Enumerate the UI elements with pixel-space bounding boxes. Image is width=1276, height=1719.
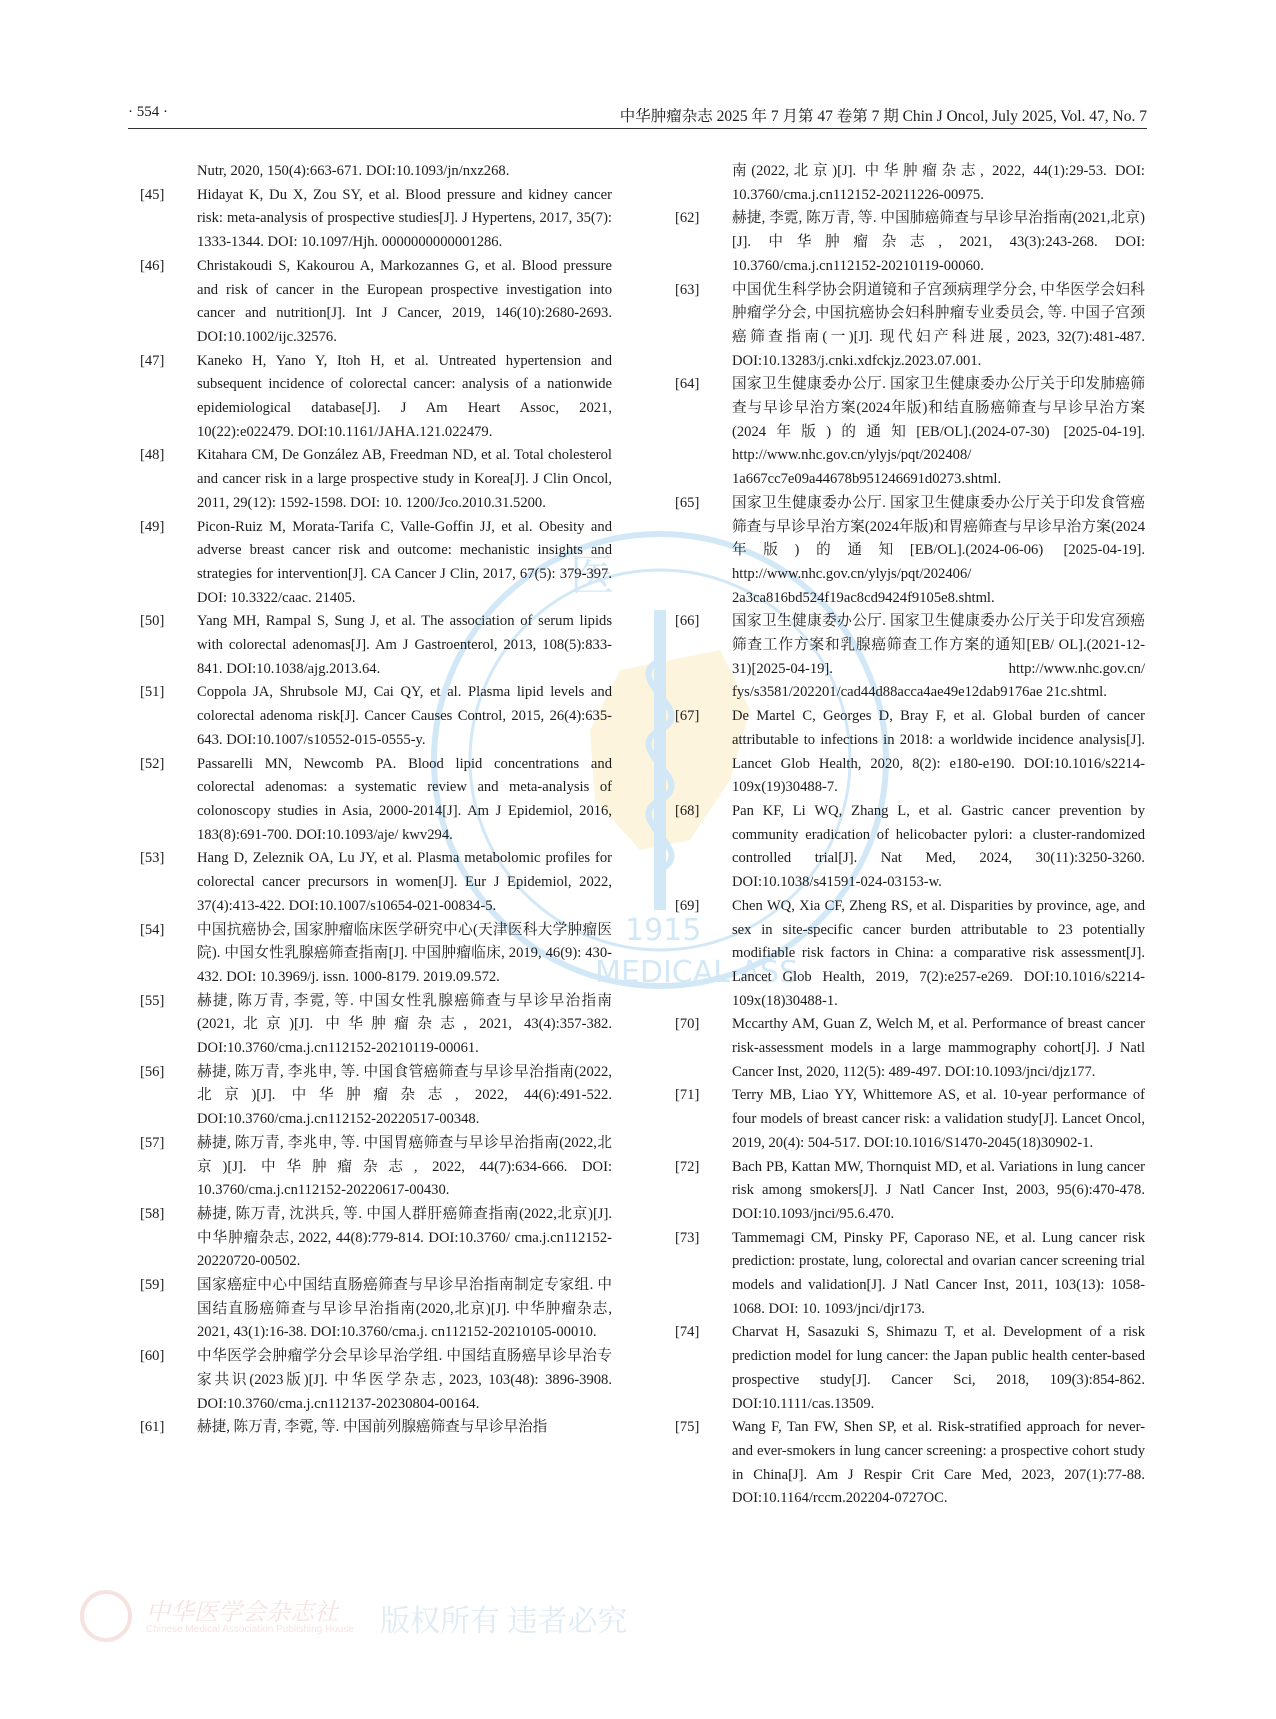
reference-entry	[140, 681, 612, 752]
reference-text: Passarelli MN, Newcomb PA. Blood lipid concentrations and colorectal adenomas: a systematic review and meta-analysis of colonoscopy studies in Asia, 2000-2014[J]. Am J Epidemiol, 2016, 183(8):691-700. DOI:10.1093/aje/ kwv294.	[197, 755, 612, 843]
publisher-emblem-icon	[80, 1590, 132, 1642]
reference-number: [71]	[675, 1087, 700, 1104]
reference-entry	[675, 1416, 1145, 1511]
reference-number: [74]	[675, 1324, 700, 1341]
reference-entry	[140, 1061, 612, 1132]
reference-text: Picon-Ruiz M, Morata-Tarifa C, Valle-Goffin JJ, et al. Obesity and adverse breast cancer risk and outcome: mechanistic insights and strategies for intervention[J]. CA Cancer J Clin, 2017, 67(5): 379-397. DOI: 10.3322/caac. 21405.	[197, 518, 612, 606]
reference-entry	[140, 610, 612, 681]
reference-text: 国家癌症中心中国结直肠癌筛查与早诊早治指南制定专家组. 中国结直肠癌筛查与早诊早治指南(2020,北京)[J]. 中华肿瘤杂志, 2021, 43(1):16-38. DOI:10.3760/cma.j. cn112152-20210105-00010.	[197, 1277, 612, 1341]
reference-number: [65]	[675, 494, 700, 511]
reference-entry	[675, 705, 1145, 800]
reference-text: Hidayat K, Du X, Zou SY, et al. Blood pressure and kidney cancer risk: meta-analysis of prospective studies[J]. J Hypertens, 2017, 35(7): 1333-1344. DOI: 10.1097/Hjh. 0000000000001286.	[197, 186, 612, 251]
references-left-column	[140, 160, 612, 1440]
reference-text: Wang F, Tan FW, Shen SP, et al. Risk-stratified approach for never- and ever-smokers in lung cancer screening: a prospective cohort study in China[J]. Am J Respir Crit Care Med, 2023, 207(1):77-88. DOI:10.1164/rccm.202204-0727OC.	[732, 1419, 1145, 1507]
reference-text: Coppola JA, Shrubsole MJ, Cai QY, et al. Plasma lipid levels and colorectal adenoma risk[J]. Cancer Causes Control, 2015, 26(4):635-643. DOI:10.1007/s10552-015-0555-y.	[197, 684, 612, 748]
reference-number: [63]	[675, 281, 700, 298]
reference-text: 中国优生科学协会阴道镜和子宫颈病理学分会, 中华医学会妇科肿瘤学分会, 中国抗癌协会妇科肿瘤专业委员会, 等. 中国子宫颈癌筛查指南(一)[J]. 现代妇产科进展, 2023, 32(7):481-487. DOI:10.13283/j.cnki.xdfckjz.2023.07.001.	[732, 281, 1145, 369]
reference-number: [45]	[140, 186, 165, 203]
reference-text: 中国抗癌协会, 国家肿瘤临床医学研究中心(天津医科大学肿瘤医院). 中国女性乳腺癌筛查指南[J]. 中国肿瘤临床, 2019, 46(9): 430-432. DOI: 10.3969/j. issn. 1000-8179. 2019.09.572.	[197, 921, 612, 985]
reference-text: Bach PB, Kattan MW, Thornquist MD, et al. Variations in lung cancer risk among smokers[J]. J Natl Cancer Inst, 2003, 95(6):470-478. DOI:10.1093/jnci/95.6.470.	[732, 1158, 1145, 1222]
watermark-year: 1915	[625, 913, 702, 948]
reference-number: [55]	[140, 992, 165, 1009]
reference-entry	[140, 753, 612, 848]
journal-citation: 中华肿瘤杂志 2025 年 7 月第 47 卷第 7 期 Chin J Oncol, July 2025, Vol. 47, No. 7	[619, 108, 1147, 125]
reference-number: [70]	[675, 1016, 700, 1033]
reference-text: Terry MB, Liao YY, Whittemore AS, et al. 10-year performance of four models of breast cancer risk: a validation study[J]. Lancet Oncol, 2019, 20(4): 504-517. DOI:10.1016/S1470-2045(18)30902-1.	[732, 1087, 1145, 1151]
publisher-name-en: Chinese Medical Association Publishing House	[146, 1624, 354, 1635]
reference-text: 国家卫生健康委办公厅. 国家卫生健康委办公厅关于印发肺癌筛查与早诊早治方案(2024年版)和结直肠癌筛查与早诊早治方案(2024年版)的通知[EB/OL].(2024-07-30) [2025-04-19]. http://www.nhc.gov.cn/ylyjs/pqt/202408/ 1a667cc7e09a44678b951246691d0273.shtml.	[732, 376, 1145, 488]
reference-text: Pan KF, Li WQ, Zhang L, et al. Gastric cancer prevention by community eradication of helicobacter pylori: a cluster-randomized controlled trial[J]. Nat Med, 2024, 30(11):3250-3260. DOI:10.1038/s41591-024-03153-w.	[732, 802, 1145, 891]
reference-entry	[675, 1084, 1145, 1155]
reference-text: Tammemagi CM, Pinsky PF, Caporaso NE, et al. Lung cancer risk prediction: prostate, lung, colorectal and ovarian cancer screening trial models and validation[J]. J Natl Cancer Inst, 2011, 103(13): 1058-1068. DOI: 10. 1093/jnci/djr173.	[732, 1229, 1145, 1317]
reference-text: Yang MH, Rampal S, Sung J, et al. The association of serum lipids with colorectal adenomas[J]. Am J Gastroenterol, 2013, 108(5):833-841. DOI:10.1038/ajg.2013.64.	[197, 613, 612, 677]
reference-text: Chen WQ, Xia CF, Zheng RS, et al. Disparities by province, age, and sex in site-specific cancer burden attributable to 23 potentially modifiable risk factors in China: a comparative risk assessment[J]. Lancet Glob Health, 2019, 7(2):e257-e269. DOI:10.1016/s2214-109x(18)30488-1.	[732, 897, 1145, 1009]
reference-entry	[140, 516, 612, 611]
reference-text: 国家卫生健康委办公厅. 国家卫生健康委办公厅关于印发食管癌筛查与早诊早治方案(2024年版)和胃癌筛查与早诊早治方案(2024年版)的通知[EB/OL].(2024-06-06) [2025-04-19]. http://www.nhc.gov.cn/ylyjs/pqt/202406/ 2a3ca816bd524f19ac8cd9424f9105e8.shtml.	[732, 494, 1145, 606]
reference-text: Christakoudi S, Kakourou A, Markozannes G, et al. Blood pressure and risk of cancer in the European prospective investigation into cancer and nutrition[J]. Int J Cancer, 2019, 146(10):2680-2693. DOI:10.1002/ijc.32576.	[197, 257, 612, 345]
reference-entry	[140, 919, 612, 990]
reference-entry	[140, 1416, 612, 1440]
reference-entry	[140, 255, 612, 350]
reference-entry	[140, 1203, 612, 1274]
reference-text: 赫捷, 陈万青, 李霓, 等. 中国女性乳腺癌筛查与早诊早治指南(2021,北京)[J]. 中华肿瘤杂志, 2021, 43(4):357-382. DOI:10.3760/cma.j.cn112152-20210119-00061.	[197, 992, 612, 1057]
reference-number: [50]	[140, 613, 165, 630]
reference-entry	[675, 1156, 1145, 1227]
reference-number: [57]	[140, 1134, 165, 1151]
reference-number: [49]	[140, 518, 165, 535]
reference-text: Mccarthy AM, Guan Z, Welch M, et al. Performance of breast cancer risk-assessment models in a large mammography cohort[J]. J Natl Cancer Inst, 2020, 112(5): 489-497. DOI:10.1093/jnci/djz177.	[732, 1016, 1145, 1080]
reference-number: [72]	[675, 1158, 700, 1175]
reference-number: [67]	[675, 708, 700, 725]
reference-entry	[675, 492, 1145, 611]
reference-number: [69]	[675, 897, 700, 914]
reference-text: Nutr, 2020, 150(4):663-671. DOI:10.1093/jn/nxz268.	[197, 163, 510, 179]
reference-entry	[140, 444, 612, 515]
reference-entry	[675, 279, 1145, 374]
reference-entry	[140, 160, 612, 184]
reference-entry	[675, 610, 1145, 705]
reference-number: [73]	[675, 1229, 700, 1246]
reference-entry	[140, 184, 612, 255]
reference-number: [56]	[140, 1063, 165, 1080]
reference-entry	[140, 1274, 612, 1345]
reference-number: [48]	[140, 447, 165, 464]
reference-entry	[675, 207, 1145, 278]
reference-number: [47]	[140, 352, 165, 369]
reference-entry	[140, 1345, 612, 1416]
reference-entry	[675, 373, 1145, 492]
reference-entry	[140, 350, 612, 445]
reference-text: 中华医学会肿瘤学分会早诊早治学组. 中国结直肠癌早诊早治专家共识(2023版)[J]. 中华医学杂志, 2023, 103(48): 3896-3908. DOI:10.3760/cma.j.cn112137-20230804-00164.	[197, 1348, 612, 1412]
reference-entry	[675, 800, 1145, 895]
copyright-mark: 版权所有 违者必究	[380, 1605, 628, 1638]
reference-text: De Martel C, Georges D, Bray F, et al. Global burden of cancer attributable to infections in 2018: a worldwide incidence analysis[J]. Lancet Glob Health, 2020, 8(2): e180-e190. DOI:10.1016/s2214-109x(19)30488-7.	[732, 708, 1145, 796]
references-right-column	[675, 160, 1145, 1511]
reference-number: [75]	[675, 1419, 700, 1436]
reference-text: Kaneko H, Yano Y, Itoh H, et al. Untreated hypertension and subsequent incidence of colorectal cancer: analysis of a nationwide epidemiological database[J]. J Am Heart Assoc, 2021, 10(22):e022479. DOI:10.1161/JAHA.121.022479.	[197, 352, 612, 440]
reference-entry	[675, 160, 1145, 207]
watermark-en-text: MEDICAL ASS	[595, 955, 799, 990]
reference-text: 赫捷, 陈万青, 李兆申, 等. 中国胃癌筛查与早诊早治指南(2022,北京)[J]. 中华肿瘤杂志, 2022, 44(7):634-666. DOI: 10.3760/cma.j.cn112152-20220617-00430.	[197, 1134, 612, 1199]
reference-number: [54]	[140, 921, 165, 938]
publisher-name: 中华医学会杂志社	[146, 1600, 338, 1626]
reference-number: [51]	[140, 684, 165, 701]
watermark-char: 医	[570, 550, 614, 601]
reference-number: [68]	[675, 802, 700, 819]
reference-number: [66]	[675, 613, 700, 630]
reference-text: Hang D, Zeleznik OA, Lu JY, et al. Plasma metabolomic profiles for colorectal cancer precursors in women[J]. Eur J Epidemiol, 2022, 37(4):413-422. DOI:10.1007/s10654-021-00834-5.	[197, 850, 612, 914]
reference-entry	[140, 990, 612, 1061]
reference-text: 南(2022,北京)[J]. 中华肿瘤杂志, 2022, 44(1):29-53. DOI: 10.3760/cma.j.cn112152-20211226-00975.	[732, 163, 1145, 203]
publisher-logo	[80, 1590, 628, 1646]
reference-number: [46]	[140, 257, 165, 274]
reference-number: [61]	[140, 1419, 165, 1436]
running-header	[128, 102, 1147, 129]
reference-number: [53]	[140, 850, 165, 867]
reference-text: 国家卫生健康委办公厅. 国家卫生健康委办公厅关于印发宫颈癌筛查工作方案和乳腺癌筛查工作方案的通知[EB/ OL].(2021-12-31)[2025-04-19]. http://www.nhc.gov.cn/ fys/s3581/202201/cad44d88acca4ae49e12dab9176ae 21c.shtml.	[732, 613, 1145, 701]
page-number: · 554 ·	[128, 104, 168, 120]
reference-entry	[675, 1013, 1145, 1084]
reference-number: [60]	[140, 1348, 165, 1365]
reference-entry	[675, 1321, 1145, 1416]
reference-text: 赫捷, 陈万青, 李兆申, 等. 中国食管癌筛查与早诊早治指南(2022,北京)[J]. 中华肿瘤杂志, 2022, 44(6):491-522. DOI:10.3760/cma.j.cn112152-20220517-00348.	[197, 1063, 612, 1128]
reference-text: Kitahara CM, De González AB, Freedman ND, et al. Total cholesterol and cancer risk in a large prospective study in Korea[J]. J Clin Oncol, 2011, 29(12): 1592-1598. DOI: 10. 1200/Jco.2010.31.5200.	[197, 447, 612, 511]
reference-number: [62]	[675, 210, 700, 227]
reference-number: [52]	[140, 755, 165, 772]
reference-text: 赫捷, 陈万青, 沈洪兵, 等. 中国人群肝癌筛查指南(2022,北京)[J]. 中华肿瘤杂志, 2022, 44(8):779-814. DOI:10.3760/ cma.j.cn112152-20220720-00502.	[197, 1205, 612, 1270]
reference-number: [59]	[140, 1277, 165, 1294]
reference-entry	[675, 895, 1145, 1014]
reference-entry	[140, 847, 612, 918]
reference-text: 赫捷, 李霓, 陈万青, 等. 中国肺癌筛查与早诊早治指南(2021,北京)[J]. 中华肿瘤杂志, 2021, 43(3):243-268. DOI: 10.3760/cma.j.cn112152-20210119-00060.	[732, 210, 1145, 274]
reference-text: Charvat H, Sasazuki S, Shimazu T, et al. Development of a risk prediction model for lung cancer: the Japan public health center-based prospective study[J]. Cancer Sci, 2018, 109(3):854-862. DOI:10.1111/cas.13509.	[732, 1324, 1145, 1412]
reference-number: [64]	[675, 376, 700, 393]
reference-entry	[140, 1132, 612, 1203]
reference-text: 赫捷, 陈万青, 李霓, 等. 中国前列腺癌筛查与早诊早治指	[197, 1419, 548, 1436]
reference-number: [58]	[140, 1205, 165, 1222]
reference-entry	[675, 1227, 1145, 1322]
